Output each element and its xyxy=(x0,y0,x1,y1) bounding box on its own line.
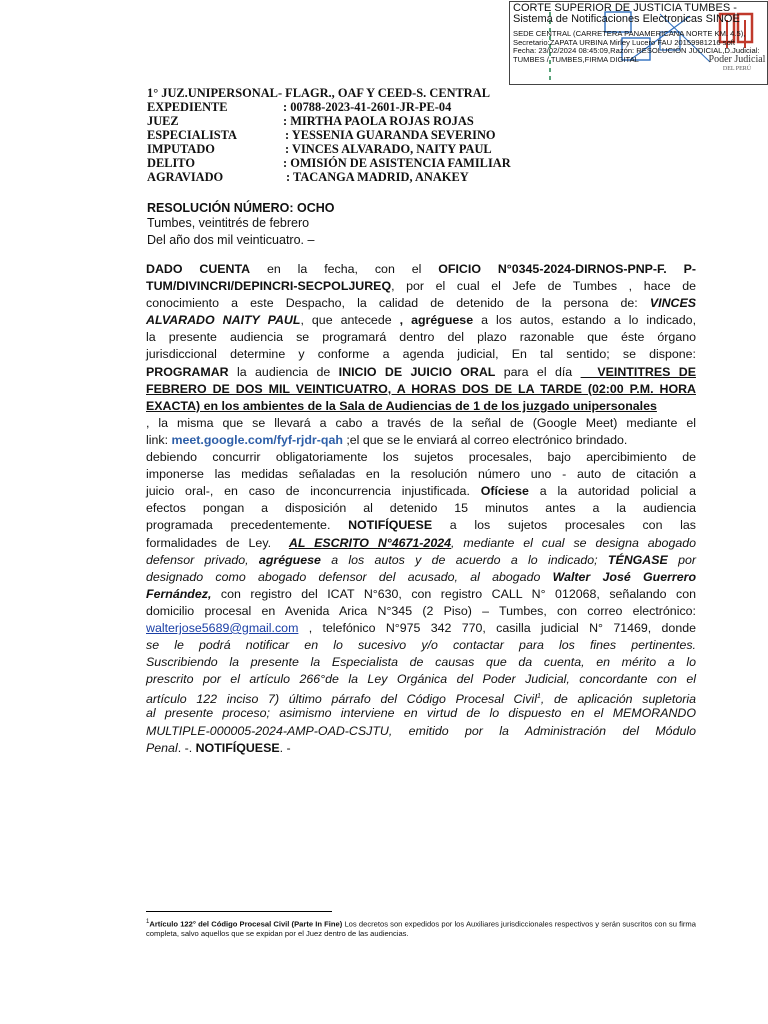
header-label: AGRAVIADO xyxy=(147,170,224,184)
body-line: imponerse las medidas señaladas en la resolución número uno - auto de citación a xyxy=(146,467,696,482)
body-line: efectos pongan a disposición al detenido 15 minutos antes a la audiencia xyxy=(146,501,696,516)
body-line: jurisdiccional determine y conforme a agenda judicial, En tal sentido; se dispone: xyxy=(146,347,696,362)
header-label: JUEZ xyxy=(147,114,179,128)
body-line: Fernández, con registro del ICAT N°630, con registro CALL N° 012068, señalando con xyxy=(146,586,696,601)
header-label: DELITO xyxy=(147,156,195,170)
body-line: programada precedentemente. NOTIFÍQUESE a los sujetos procesales con las xyxy=(146,518,696,533)
logo-subtitle: DEL PERÚ xyxy=(722,66,752,72)
body-line: EXACTA) en los ambientes de la Sala de Audiencias de 1 de los juzgado unipersonales xyxy=(146,398,657,413)
body-line: MULTIPLE-000005-2024-AMP-OAD-CSJTU, emitido por la Administración del Módulo xyxy=(146,723,696,738)
body-line: DADO CUENTA en la fecha, con el OFICIO N°0345-2024-DIRNOS-PNP-F. P- xyxy=(146,262,696,276)
footnote-line: $^1$Artículo 122° del Código Procesal Civil (Parte In Fine) Los decretos son expedidos por los Auxiliares jurisdiccionales respectivos y serán suscritos con su firma xyxy=(146,919,696,929)
footnote-divider xyxy=(146,911,332,912)
stamp-detail: Secretario:ZAPATA URBINA Mirley Lucero FAU 20159981216 soft xyxy=(513,37,736,47)
body-line: al presente proceso; asimismo interviene en virtud de lo dispuesto en el MEMORANDO xyxy=(146,706,696,721)
body-line: domicilio procesal en Avenida Arica N°345 (2 Piso) – Tumbes, con correo electrónico: xyxy=(146,603,696,618)
court-name: 1° JUZ.UNIPERSONAL- FLAGR., OAF Y CEED-S. CENTRAL xyxy=(147,86,490,100)
logo-name: Poder Judicial xyxy=(708,54,766,65)
stamp-system: Sistema de Notificaciones Electronicas SINOE xyxy=(513,13,740,25)
body-line: Penal. -. NOTIFÍQUESE. - xyxy=(146,740,291,755)
header-value: : VINCES ALVARADO, NAITY PAUL xyxy=(285,142,492,156)
body-line: se le podrá notificar en lo sucesivo y/o contactar para los fines pertinentes. xyxy=(146,638,696,653)
footnote-line: completa, salvo aquellos que se expidan por el Juez dentro de las audiencias. xyxy=(146,929,409,939)
body-line: FEBRERO DE DOS MIL VEINTICUATRO, A HORAS DOS DE LA TARDE (02:00 P.M. HORA xyxy=(146,381,696,396)
body-line: ALVARADO NAITY PAUL, que antecede , agréguese a los autos, estando a lo indicado, xyxy=(146,313,697,328)
body-line: , la misma que se llevará a cabo a través de la señal de (Google Meet) mediante el xyxy=(146,415,696,430)
meet-link[interactable]: meet.google.com/fyf-rjdr-qah xyxy=(171,432,343,447)
digital-signature-stamp xyxy=(509,1,768,85)
stamp-detail: TUMBES / TUMBES,FIRMA DIGITAL xyxy=(513,54,639,64)
body-line: defensor privado, agréguese a los autos y de acuerdo a lo indicado; TÉNGASE por xyxy=(146,552,697,567)
body-line: PROGRAMAR la audiencia de INICIO DE JUICIO ORAL para el día VEINTITRES DE xyxy=(146,364,696,379)
body-line: la presente audiencia se programará dentro del plazo razonable que éste órgano xyxy=(146,330,696,345)
footnote-ref: 1 xyxy=(536,693,541,701)
body-line: artículo 122 inciso 7) último párrafo del Código Procesal Civil$^1$, de aplicación supletoria xyxy=(146,692,696,707)
body-line: designado como abogado defensor del acusado, al abogado Walter José Guerrero xyxy=(146,569,697,584)
header-value: : MIRTHA PAOLA ROJAS ROJAS xyxy=(283,114,474,128)
body-line: TUM/DIVINCRI/DEPINCRI-SECPOLJUREQ, por el cual el Jefe de Tumbes , hace de xyxy=(146,279,696,294)
stamp-court: CORTE SUPERIOR DE JUSTICIA TUMBES - xyxy=(513,2,737,14)
footnote xyxy=(146,918,696,939)
stamp-detail: SEDE CENTRAL (CARRETERA PANAMERICANA NORTE KM. 4.5), xyxy=(513,29,746,38)
header-label: IMPUTADO xyxy=(147,142,215,156)
body-line: debiendo concurrir obligatoriamente los sujetos procesales, bajo apercibimiento de xyxy=(146,450,696,465)
header-value: : 00788-2023-41-2601-JR-PE-04 xyxy=(283,100,452,114)
body-line: conocimiento a este Despacho, la calidad de detenido de la persona de: VINCES xyxy=(146,296,696,311)
email-link[interactable]: walterjose5689@gmail.com xyxy=(146,620,299,635)
resolution-body xyxy=(146,261,696,757)
body-line: juicio oral-, en caso de inconcurrencia injustificada. Ofíciese a la autoridad policial a xyxy=(146,484,696,499)
body-line: walterjose5689@gmail.com , telefónico N°975 342 770, casilla judicial N° 71469, donde xyxy=(146,620,696,635)
body-line: formalidades de Ley. AL ESCRITO N°4671-2024, mediante el cual se designa abogado xyxy=(146,535,697,550)
header-value: : YESSENIA GUARANDA SEVERINO xyxy=(285,128,496,142)
resolution-year: Del año dos mil veinticuatro. – xyxy=(147,233,315,247)
body-line: link: meet.google.com/fyf-rjdr-qah ;el que se le enviará al correo electrónico brindado. xyxy=(146,432,628,447)
header-label: ESPECIALISTA xyxy=(147,128,237,142)
header-value: : TACANGA MADRID, ANAKEY xyxy=(286,170,469,184)
resolution-place-date: Tumbes, veintitrés de febrero xyxy=(147,216,310,230)
stamp-detail: Fecha: 23/02/2024 08:45:09,Razón: RESOLUCIÓN JUDICIAL,D.Judicial: xyxy=(513,46,760,55)
resolution-title: RESOLUCIÓN NÚMERO: OCHO xyxy=(147,201,335,215)
header-value: : OMISIÓN DE ASISTENCIA FAMILIAR xyxy=(283,156,511,170)
header-label: EXPEDIENTE xyxy=(147,100,228,114)
body-line: Suscribiendo la presente la Especialista de causas que da cuenta, en mérito a lo xyxy=(146,655,696,670)
body-line: prescrito por el artículo 266°de la Ley Orgánica del Poder Judicial, concordante con el xyxy=(146,672,696,687)
